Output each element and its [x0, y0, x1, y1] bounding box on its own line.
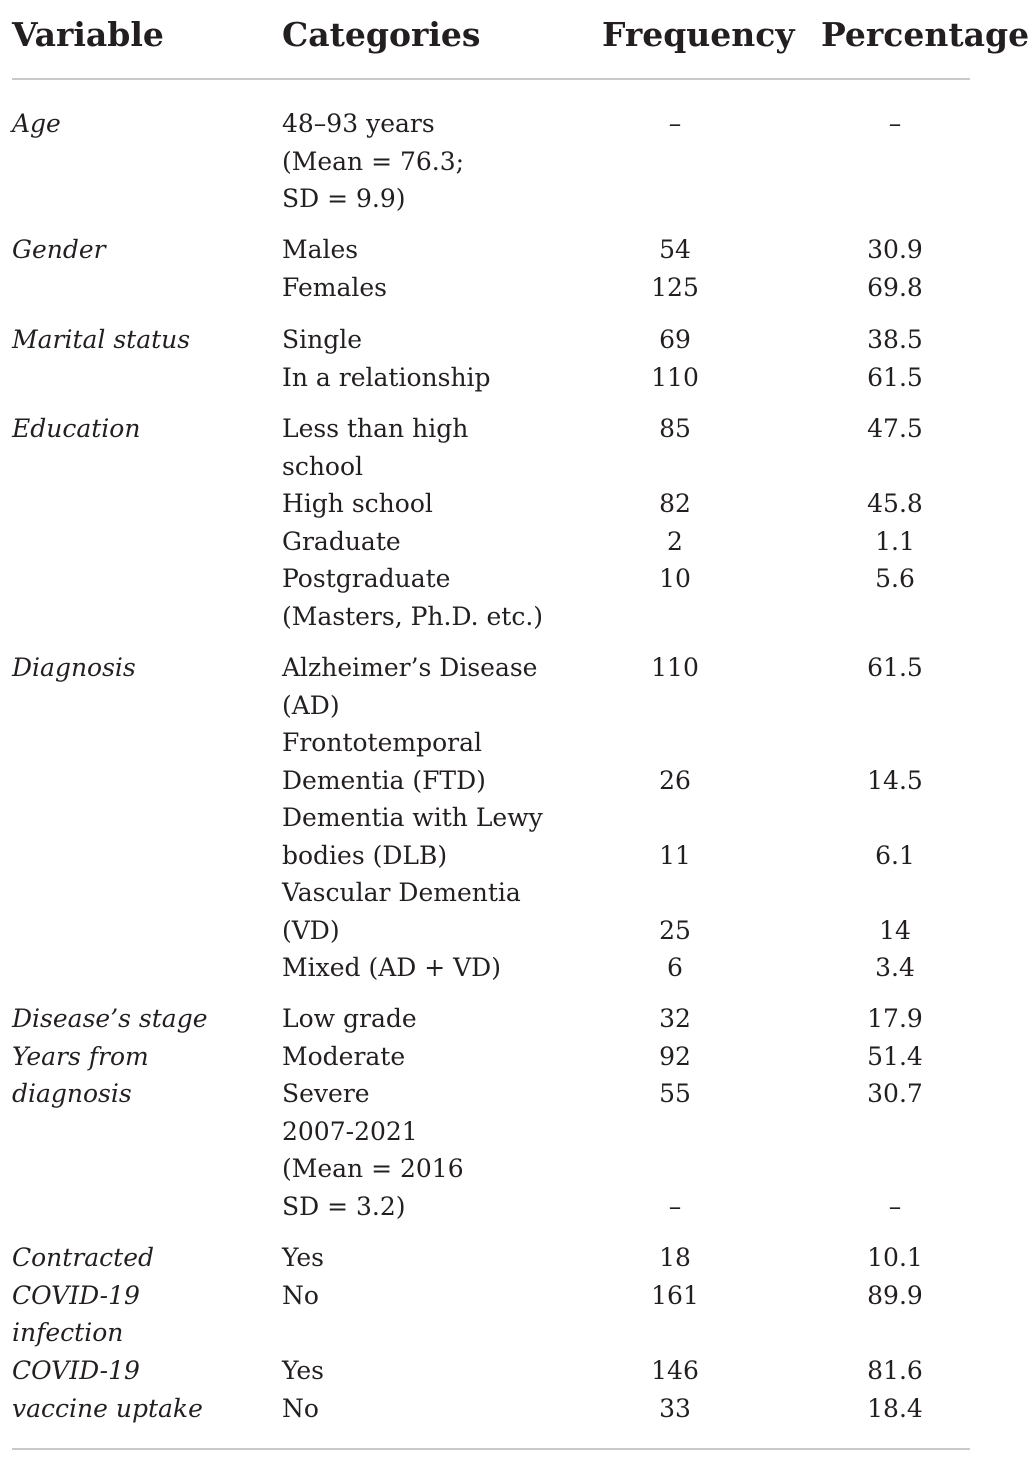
frequency-marital-status: 69 110 — [651, 325, 699, 392]
categories-education: Less than high school High school Graduate Postgraduate (Masters, Ph.D. etc.) — [282, 414, 544, 631]
header-frequency: Frequency — [602, 15, 795, 54]
variable-education: Education — [12, 414, 141, 443]
percentage-education: 47.5 45.8 1.1 5.6 — [867, 414, 923, 593]
header-divider — [12, 78, 970, 80]
frequency-vaccine-uptake: 146 33 — [651, 1356, 699, 1423]
categories-vaccine-uptake: Yes No — [282, 1356, 324, 1423]
categories-contracted-covid: Yes No — [282, 1243, 324, 1310]
bottom-divider — [12, 1448, 970, 1450]
categories-gender: Males Females — [282, 235, 388, 302]
categories-age: 48–93 years (Mean = 76.3; SD = 9.9) — [282, 109, 465, 213]
header-variable: Variable — [12, 15, 164, 54]
variable-age: Age — [12, 109, 61, 138]
categories-diagnosis: Alzheimer’s Disease (AD) Frontotemporal Dementia (FTD) Dementia with Lewy bodies (DLB) Vascular Dementia (VD) Mixed (AD + VD) — [282, 653, 543, 982]
categories-disease-stage-years: Low grade Moderate Severe 2007-2021 (Mean = 2016 SD = 3.2) — [282, 1004, 464, 1221]
header-categories: Categories — [282, 15, 481, 54]
percentage-disease-stage-years: 17.9 51.4 30.7 – — [867, 1004, 923, 1221]
variable-vaccine-uptake: COVID-19 vaccine uptake — [12, 1356, 203, 1423]
variable-marital-status: Marital status — [12, 325, 191, 354]
variable-contracted-covid: Contracted COVID-19 infection — [12, 1243, 155, 1347]
frequency-diagnosis: 110 26 11 25 6 — [651, 653, 699, 982]
percentage-vaccine-uptake: 81.6 18.4 — [867, 1356, 923, 1423]
categories-marital-status: Single In a relationship — [282, 325, 491, 392]
header-percentage: Percentage — [821, 15, 1029, 54]
variable-disease-stage-years: Disease’s stage Years from diagnosis — [12, 1004, 208, 1108]
frequency-gender: 54 125 — [651, 235, 699, 302]
frequency-disease-stage-years: 32 92 55 – — [659, 1004, 691, 1221]
variable-gender: Gender — [12, 235, 106, 264]
frequency-contracted-covid: 18 161 — [651, 1243, 699, 1310]
frequency-age: – — [668, 109, 682, 138]
percentage-marital-status: 38.5 61.5 — [867, 325, 923, 392]
percentage-diagnosis: 61.5 14.5 6.1 14 3.4 — [867, 653, 923, 982]
percentage-gender: 30.9 69.8 — [867, 235, 923, 302]
frequency-education: 85 82 2 10 — [659, 414, 691, 593]
variable-diagnosis: Diagnosis — [12, 653, 136, 682]
percentage-age: – — [888, 109, 902, 138]
percentage-contracted-covid: 10.1 89.9 — [867, 1243, 923, 1310]
